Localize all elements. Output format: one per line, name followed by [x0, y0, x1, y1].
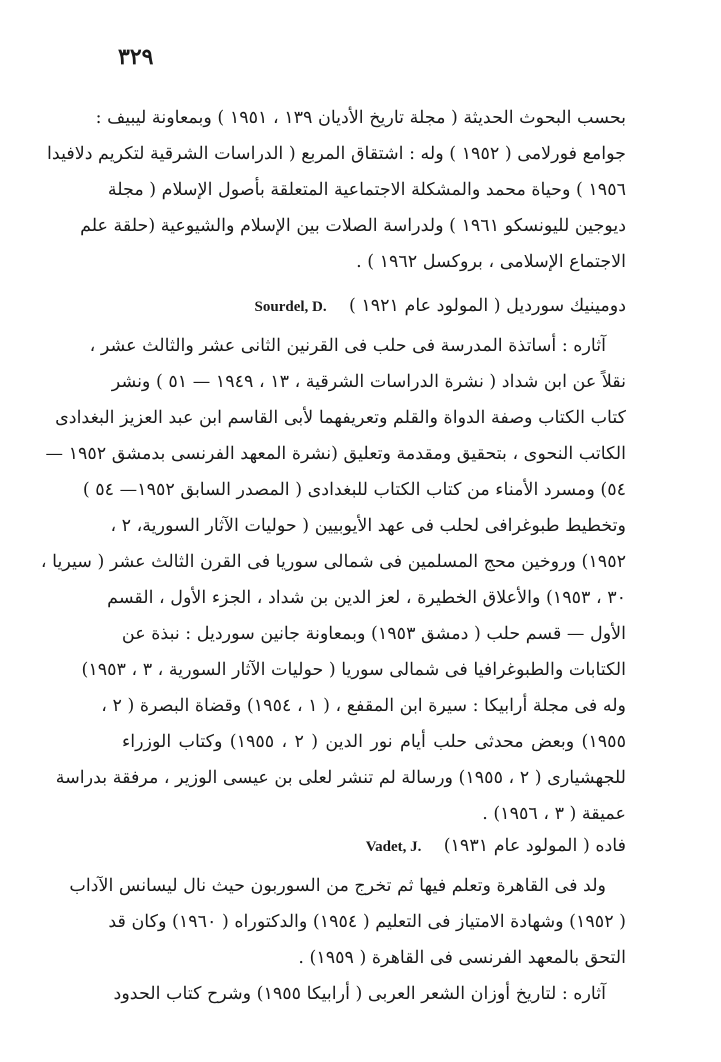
text-line: الكتابات والطبوغرافيا فى شمالى سوريا ( حوليات الآثار السورية ، ٣ ، ١٩٥٣)	[81, 660, 626, 680]
text-line: كتاب الكتاب وصفة الدواة والقلم وتعريفهما لأبى القاسم ابن عبد العزيز البغدادى	[55, 408, 626, 428]
text-line: وتخطيط طبوغرافى لحلب فى عهد الأيوبيين ( حوليات الآثار السورية، ٢ ،	[110, 516, 626, 536]
text-line: آثاره : أساتذة المدرسة فى حلب فى القرنين الثانى عشر والثالث عشر ،	[89, 336, 606, 356]
entry-heading-sourdel	[122, 288, 626, 324]
text-line: جوامع فورلامى ( ١٩٥٢ ) وله : اشتقاق المربع ( الدراسات الشرقية لتكريم دلافيدا	[47, 144, 626, 164]
text-line: ١٩٥٦ ) وحياة محمد والمشكلة الاجتماعية المتعلقة بأصول الإسلام ( مجلة	[107, 180, 626, 200]
text-line: للجهشيارى ( ٢ ، ١٩٥٥) ورسالة لم تنشر لعلى بن عيسى الوزير ، مرفقة بدراسة	[55, 768, 626, 788]
text-line: ١٩٥٥) وبعض محدثى حلب أيام نور الدين ( ٢ ، ١٩٥٥) وكتاب الوزراء	[122, 732, 626, 752]
entry-heading-latin: Vadet, J.	[365, 839, 422, 855]
text-line: ( ١٩٥٢) وشهادة الامتياز فى التعليم ( ١٩٥٤) والدكتوراه ( ١٩٦٠) وكان قد	[108, 912, 626, 932]
text-line: بحسب البحوث الحديثة ( مجلة تاريخ الأديان ١٣٩ ، ١٩٥١ ) وبمعاونة ليبيف :	[95, 108, 626, 128]
entry-heading-arabic: دومينيك سورديل ( المولود عام ١٩٢١ )	[348, 296, 626, 316]
text-line: الاجتماع الإسلامى ، بروكسل ١٩٦٢ ) .	[356, 252, 626, 272]
text-line: الأول — قسم حلب ( دمشق ١٩٥٣) وبمعاونة جانين سورديل : نبذة عن	[121, 624, 626, 644]
entry-heading-arabic: فاده ( المولود عام ١٩٣١)	[443, 836, 626, 856]
text-line: الكاتب النحوى ، بتحقيق ومقدمة وتعليق (نشرة المعهد الفرنسى بدمشق ١٩٥٢ —	[45, 444, 626, 464]
text-line: ولد فى القاهرة وتعلم فيها ثم تخرج من السوربون حيث نال ليسانس الآداب	[69, 876, 606, 896]
text-line: ٣٠ ، ١٩٥٣) والأعلاق الخطيرة ، لعز الدين بن شداد ، الجزء الأول ، القسم	[107, 588, 626, 608]
page-number: ٣٢٩	[118, 44, 154, 70]
entry-body-sourdel	[40, 328, 626, 832]
text-line: آثاره : لتاريخ أوزان الشعر العربى ( أرابيكا ١٩٥٥) وشرح كتاب الحدود	[113, 984, 606, 1004]
text-line: وله فى مجلة أرابيكا : سيرة ابن المقفع ، ( ١ ، ١٩٥٤) وقضاة البصرة ( ٢ ،	[101, 696, 626, 716]
text-line: التحق بالمعهد الفرنسى فى القاهرة ( ١٩٥٩) .	[298, 948, 626, 968]
entry-heading-latin: Sourdel, D.	[254, 299, 327, 315]
text-line: ٥٤) ومسرد الأمناء من كتاب الكتاب للبغدادى ( المصدر السابق ١٩٥٢— ٥٤ )	[82, 480, 626, 500]
entry-heading-vadet	[122, 828, 626, 864]
paragraph-continuation	[47, 100, 626, 280]
entry-body-vadet	[69, 868, 626, 1012]
text-line: ١٩٥٢) وروخين محج المسلمين فى شمالى سوريا فى القرن الثالث عشر ( سيريا ،	[40, 552, 626, 572]
text-line: نقلاً عن ابن شداد ( نشرة الدراسات الشرقية ، ١٣ ، ١٩٤٩ — ٥١ ) ونشر	[111, 372, 626, 392]
text-line: ديوجين لليونسكو ١٩٦١ ) ولدراسة الصلات بين الإسلام والشيوعية (حلقة علم	[80, 216, 626, 236]
text-line: عميقة ( ٣ ، ١٩٥٦) .	[482, 804, 626, 824]
